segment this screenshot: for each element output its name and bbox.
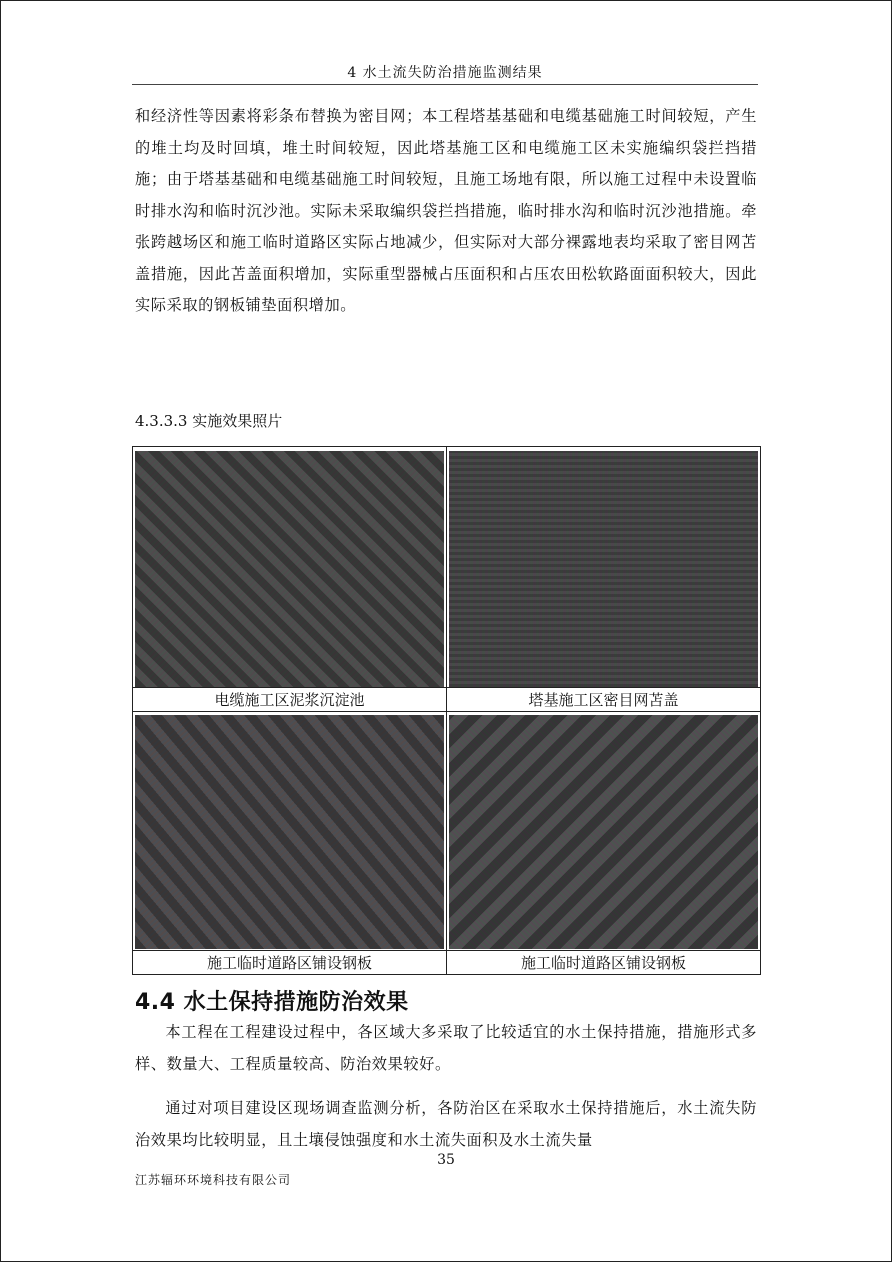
body-paragraph-3: 通过对项目建设区现场调查监测分析，各防治区在采取水土保持措施后，水土流失防治效果均比较明显，且土壤侵蚀强度和水土流失面积及水土流失量 — [135, 1099, 757, 1149]
footer-company: 江苏辐环环境科技有限公司 — [135, 1173, 292, 1187]
photo-temporary-road-steel-plate-1 — [135, 715, 444, 949]
photo-caption-1: 电缆施工区泥浆沉淀池 — [133, 687, 446, 712]
body-paragraph-1: 和经济性等因素将彩条布替换为密目网；本工程塔基基础和电缆基础施工时间较短，产生的堆土均及时回填，堆土时间较短，因此塔基施工区和电缆施工区未实施编织袋拦挡措施；由于塔基基础和电缆基础施工时间较短，且施工场地有限，所以施工过程中未设置临时排水沟和临时沉沙池。实际未采取编织袋拦挡措施，临时排水沟和临时沉沙池措施。牵张跨越场区和施工临时道路区实际占地减少，但实际对大部分裸露地表均采取了密目网苫盖措施，因此苫盖面积增加，实际重型器械占压面积和占压农田松软路面面积较大，因此实际采取的钢板铺垫面积增加。 — [135, 107, 757, 314]
photo-table — [132, 446, 761, 975]
photo-caption-2: 塔基施工区密目网苫盖 — [447, 687, 760, 712]
photo-caption-3: 施工临时道路区铺设钢板 — [133, 950, 446, 975]
page-number: 35 — [437, 1152, 455, 1168]
photo-caption-4: 施工临时道路区铺设钢板 — [447, 950, 760, 975]
body-paragraph-2: 本工程在工程建设过程中，各区域大多采取了比较适宜的水土保持措施，措施形式多样、数量大、工程质量较高、防治效果较好。 — [135, 1023, 757, 1073]
photo-tower-dense-mesh-cover — [449, 451, 758, 687]
header-rule — [132, 84, 758, 85]
running-header: 4 水土流失防治措施监测结果 — [347, 65, 543, 81]
photo-temporary-road-steel-plate-2 — [449, 715, 758, 949]
section-heading: 4.4 水土保持措施防治效果 — [135, 990, 409, 1015]
subsection-label: 4.3.3.3 实施效果照片 — [135, 412, 283, 430]
photo-mud-sedimentation-pond — [135, 451, 444, 687]
table-horizontal-divider — [133, 711, 760, 712]
